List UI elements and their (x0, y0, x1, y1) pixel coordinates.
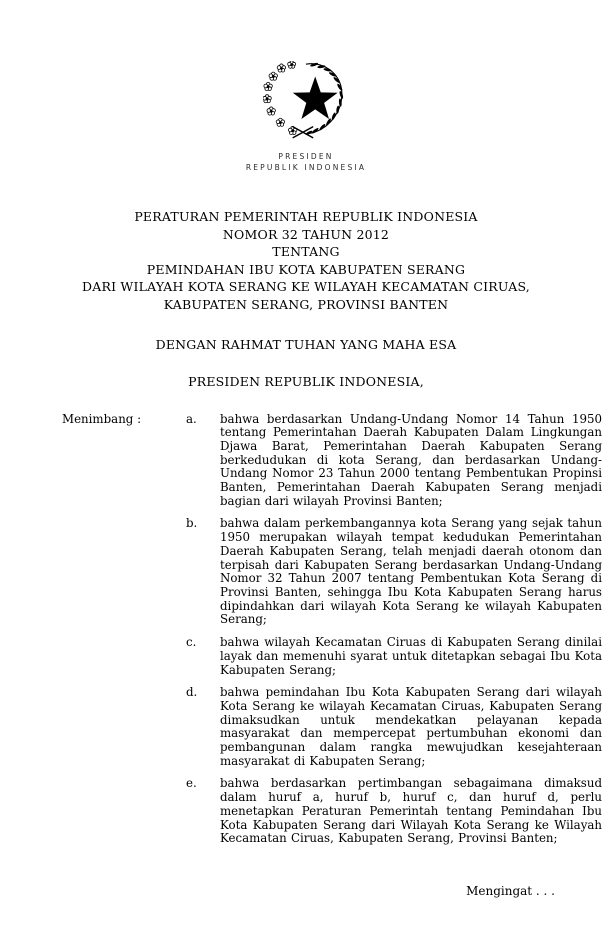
considering-item-c (186, 636, 602, 677)
title-line-subject-1: PEMINDAHAN IBU KOTA KABUPATEN SERANG (146, 261, 466, 277)
considering-item-b (186, 517, 602, 627)
item-text: bahwa wilayah Kecamatan Ciruas di Kabupaten Serang dinilai layak dan memenuhi syarat untuk ditetapkan sebagai Ibu Kota Kabupaten Serang; (220, 635, 602, 677)
item-text: bahwa berdasarkan pertimbangan sebagaimana dimaksud dalam huruf a, huruf b, huruf c, dan huruf d, perlu menetapkan Peraturan Pemerintah tentang Pemindahan Ibu Kota Kabupaten Serang dari Wilayah Kota Serang ke Wilayah Kecamatan Ciruas, Kabupaten Serang, Provinsi Banten; (220, 776, 602, 846)
title-line-subject-2: DARI WILAYAH KOTA SERANG KE WILAYAH KECAMATAN CIRUAS, (82, 279, 530, 295)
item-letter: e. (186, 776, 197, 791)
regulation-title (0, 208, 612, 314)
considering-section (0, 413, 612, 846)
masthead (0, 0, 612, 173)
considering-item-e (186, 777, 602, 846)
considering-item-d (186, 686, 602, 768)
item-letter: c. (186, 635, 197, 650)
emblem-caption (0, 152, 612, 173)
authority-line: PRESIDEN REPUBLIK INDONESIA, (188, 373, 424, 389)
considering-label: Menimbang : (62, 411, 142, 426)
item-letter: a. (186, 411, 197, 426)
emblem-caption-presiden: PRESIDEN (278, 152, 334, 161)
item-letter: b. (186, 516, 198, 531)
item-letter: d. (186, 685, 198, 700)
title-line-regulation: PERATURAN PEMERINTAH REPUBLIK INDONESIA (134, 209, 478, 224)
title-line-number: NOMOR 32 TAHUN 2012 (222, 226, 390, 242)
cotton-branch-icon (263, 61, 297, 135)
emblem-caption-republik-indonesia: REPUBLIK INDONESIA (245, 162, 367, 172)
presidential-star-wreath-emblem-icon (263, 61, 349, 139)
title-line-tentang: TENTANG (272, 244, 340, 260)
considering-items (186, 413, 602, 846)
title-line-subject-3: KABUPATEN SERANG, PROVINSI BANTEN (163, 296, 449, 312)
item-text: bahwa pemindahan Ibu Kota Kabupaten Serang dari wilayah Kota Serang ke wilayah Kecamatan Ciruas, Kabupaten Serang dimaksudkan untuk mendekatkan pelayanan kepada masyarakat dan mempercepat pertumbuhan ekonomi dan pembangunan dalam rangka mewujudkan kesejahteraan masyarakat di Kabupaten Serang; (220, 685, 602, 768)
item-text: bahwa dalam perkembangannya kota Serang yang sejak tahun 1950 merupakan wilayah tempat kedudukan Pemerintahan Daerah Kabupaten Serang, telah menjadi daerah otonom dan terpisah dari Kabupaten Serang berdasarkan Undang-Undang Nomor 32 Tahun 2007 tentang Pembentukan Kota Serang di Provinsi Banten, sehingga Ibu Kota Kabupaten Serang harus dipindahkan dari wilayah Kota Serang ke wilayah Kabupaten Serang; (220, 516, 602, 627)
invocation-line: DENGAN RAHMAT TUHAN YANG MAHA ESA (155, 336, 457, 352)
page-catchword-mengingat: Mengingat . . . (466, 884, 555, 898)
item-text: bahwa berdasarkan Undang-Undang Nomor 14 Tahun 1950 tentang Pemerintahan Daerah Kabupaten Dalam Lingkungan Djawa Barat, Pemerintahan Daerah Kabupaten Serang berkedudukan di kota Serang, dan berdasarkan Undang-Undang Nomor 23 Tahun 2000 tentang Pembentukan Propinsi Banten, Pemerintahan Daerah Kabupaten Serang menjadi bagian dari wilayah Provinsi Banten; (220, 411, 602, 508)
considering-item-a (186, 413, 602, 509)
